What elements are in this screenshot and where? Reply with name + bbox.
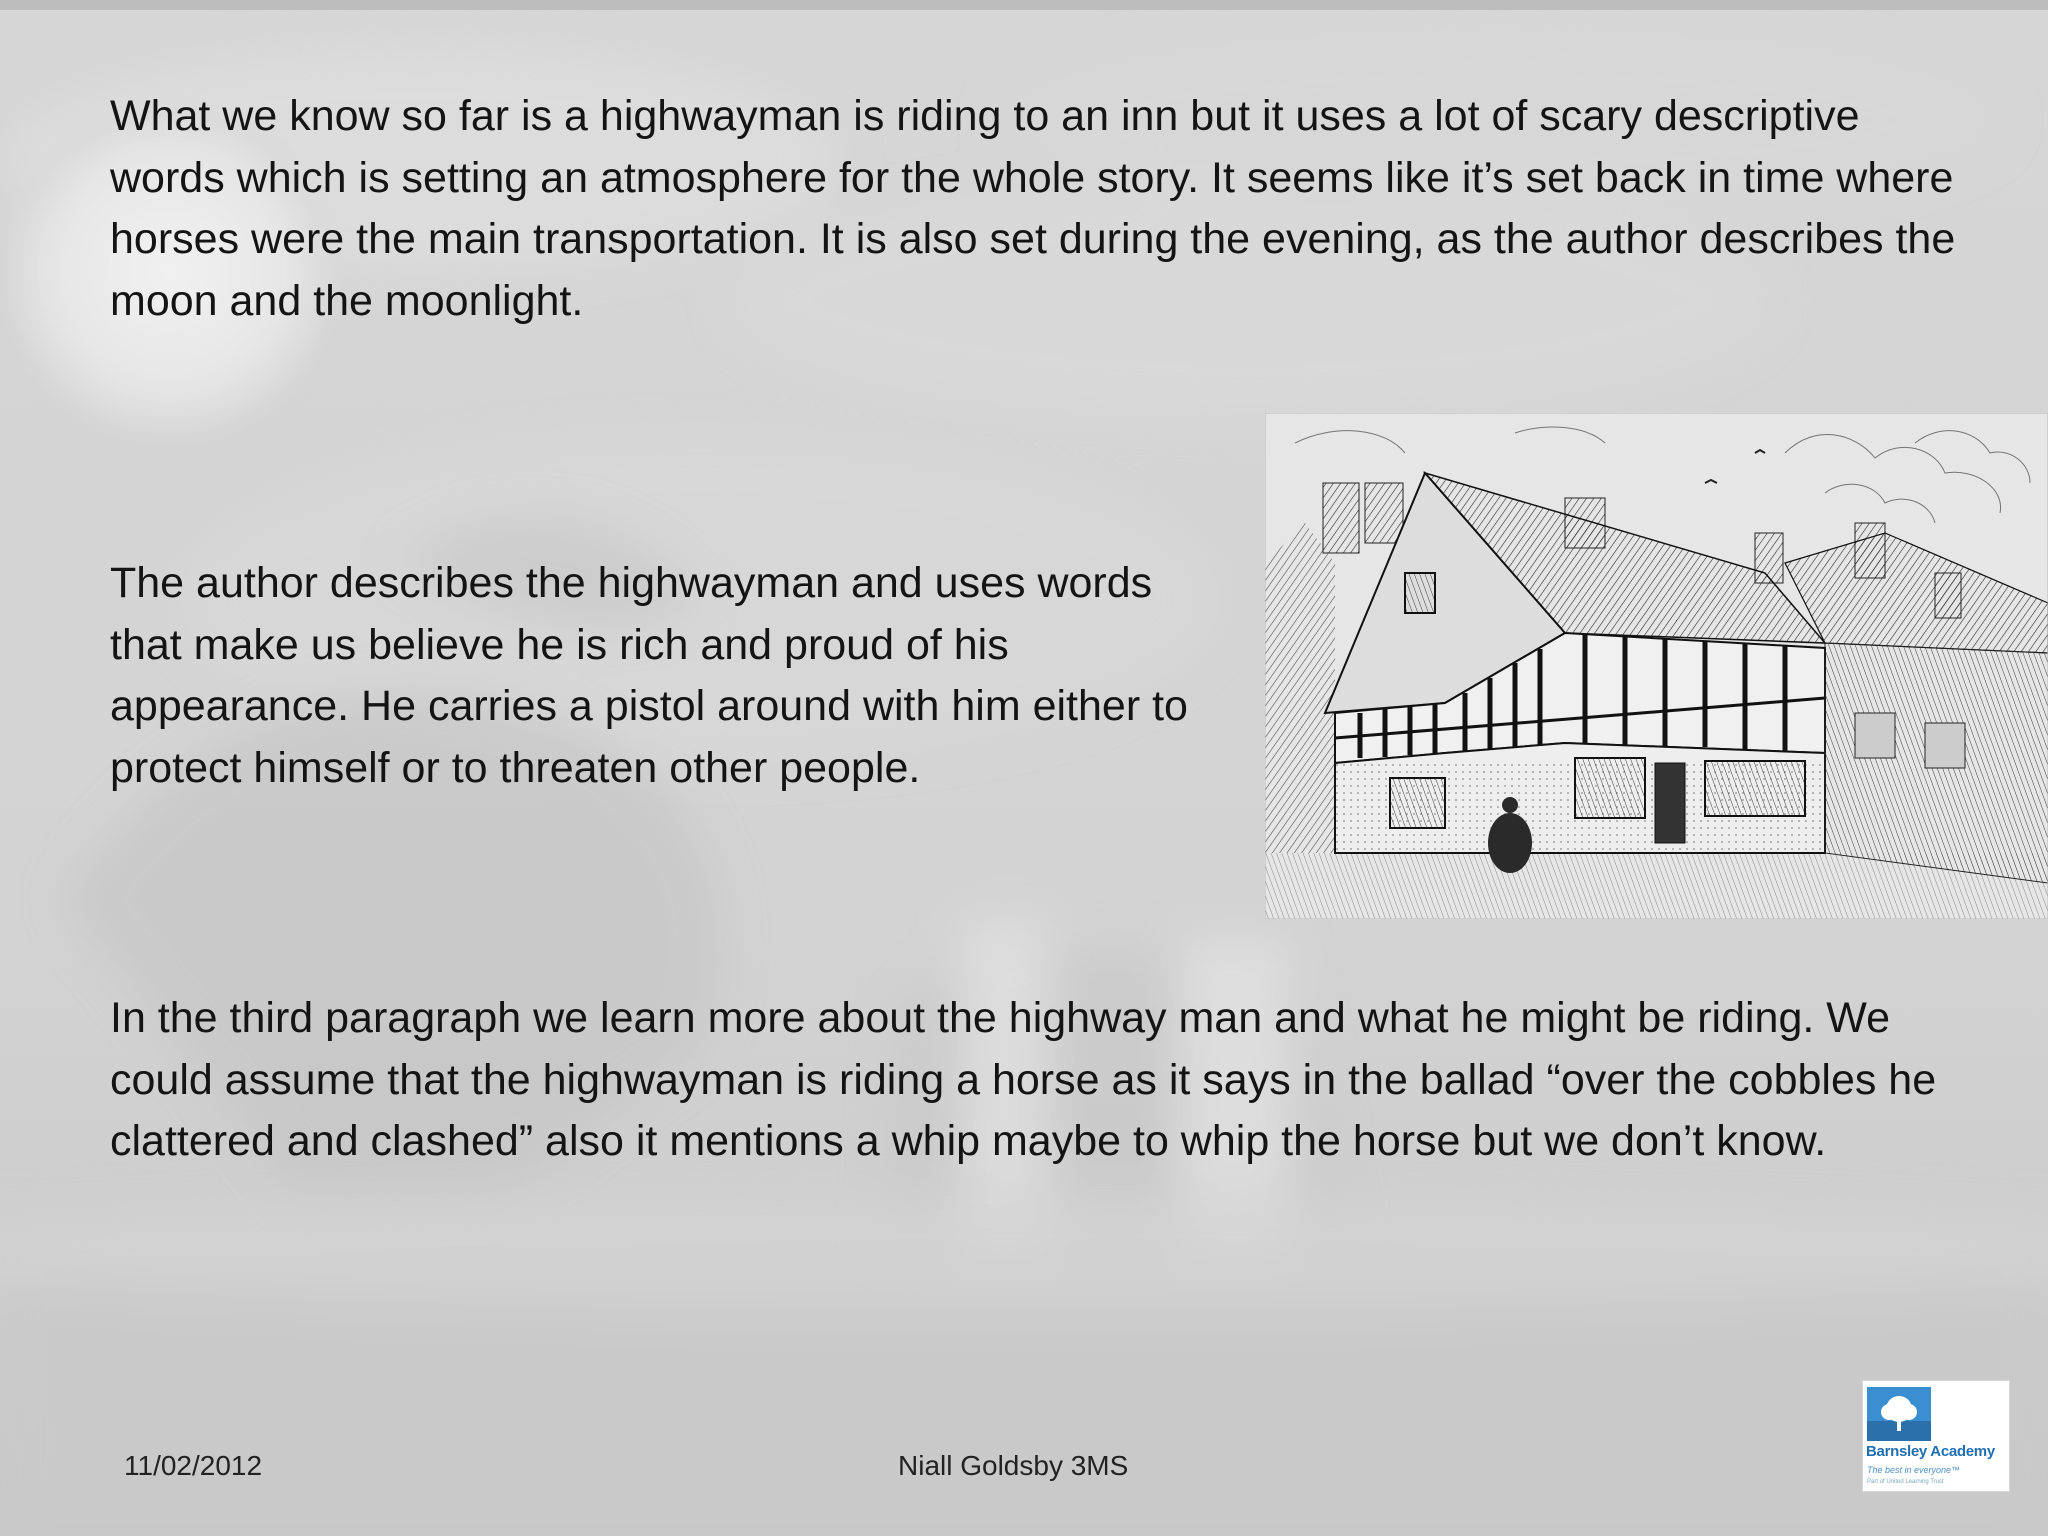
school-logo: [1862, 1380, 2010, 1492]
inn-engraving-image: [1265, 413, 2048, 919]
paragraph-third-analysis: In the third paragraph we learn more about the highway man and what he might be riding. We could assume that the highwayman is riding a horse as it says in the ballad “over the cobbles he clattered and clashed” also it mentions a whip maybe to whip the horse but we don’t know.: [110, 994, 1937, 1165]
paragraph-intro: What we know so far is a highwayman is riding to an inn but it uses a lot of scary descriptive words which is setting an atmosphere for the whole story. It seems like it’s set back in time where horses were the main transportation. It is also set during the evening, as the author describes the moon and the moonlight.: [110, 92, 1956, 325]
logo-name: Barnsley Academy: [1866, 1443, 1995, 1460]
paragraph-highwayman-description: The author describes the highwayman and uses words that make us believe he is rich and proud of his appearance. He carries a pistol around with him either to protect himself or to threaten other people.: [110, 559, 1188, 792]
top-border: [0, 0, 2048, 10]
logo-small-print: Part of United Learning Trust: [1867, 1479, 1944, 1485]
logo-tagline: The best in everyone™: [1867, 1465, 1961, 1475]
tree-logo-icon: [1867, 1387, 1931, 1441]
footer-date: 11/02/2012: [124, 1450, 263, 1481]
footer-author: Niall Goldsby 3MS: [898, 1450, 1129, 1481]
